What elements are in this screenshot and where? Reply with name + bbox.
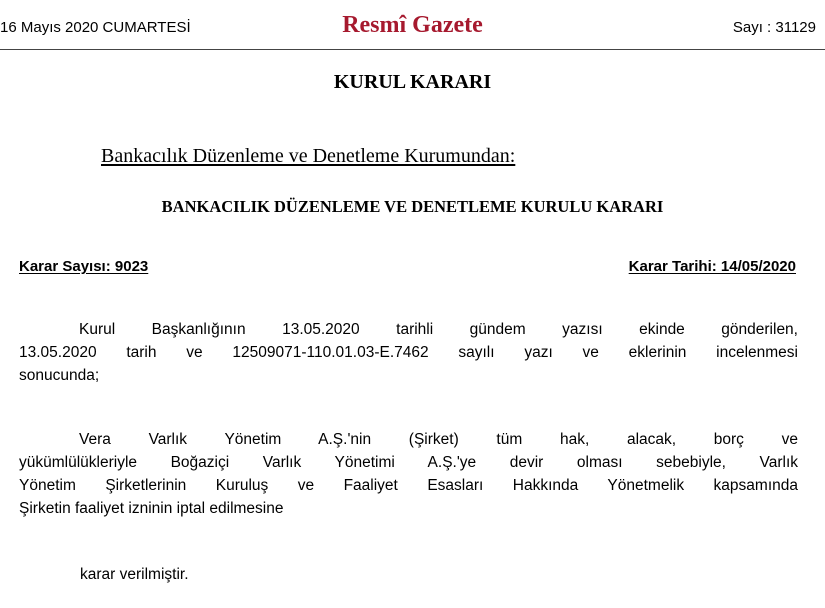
masthead-title: Resmî Gazete — [342, 12, 483, 38]
issuing-institution: Bankacılık Düzenleme ve Denetleme Kurumundan: — [101, 145, 516, 167]
paragraph-line: Kurul Başkanlığının 13.05.2020 tarihli gündem yazısı ekinde gönderilen, — [79, 321, 798, 338]
paragraph-line: Yönetim Şirketlerinin Kuruluş ve Faaliyet Esasları Hakkında Yönetmelik kapsamında — [19, 477, 798, 494]
header-date: 16 Mayıs 2020 CUMARTESİ — [0, 19, 191, 36]
issue-number: Sayı : 31129 — [732, 19, 816, 36]
section-title: KURUL KARARI — [333, 71, 492, 93]
closing-statement: karar verilmiştir. — [80, 566, 189, 583]
decision-title: BANKACILIK DÜZENLEME VE DENETLEME KURULU KARARI — [161, 197, 664, 216]
paragraph-2 — [19, 428, 798, 520]
decision-date: Karar Tarihi: 14/05/2020 — [628, 258, 796, 275]
paragraph-line: Şirketin faaliyet izninin iptal edilmesine — [19, 500, 284, 517]
paragraph-line: Vera Varlık Yönetim A.Ş.'nin (Şirket) tüm hak, alacak, borç ve — [79, 431, 798, 448]
decision-number: Karar Sayısı: 9023 — [19, 258, 149, 275]
paragraph-line: 13.05.2020 tarih ve 12509071-110.01.03-E.7462 sayılı yazı ve eklerinin incelenmesi — [19, 344, 798, 361]
paragraph-line: sonucunda; — [19, 367, 100, 384]
paragraph-line: yükümlülükleriyle Boğaziçi Varlık Yönetimi A.Ş.'ye devir olması sebebiyle, Varlık — [19, 454, 798, 471]
header-divider — [0, 49, 825, 50]
paragraph-1 — [19, 318, 798, 387]
